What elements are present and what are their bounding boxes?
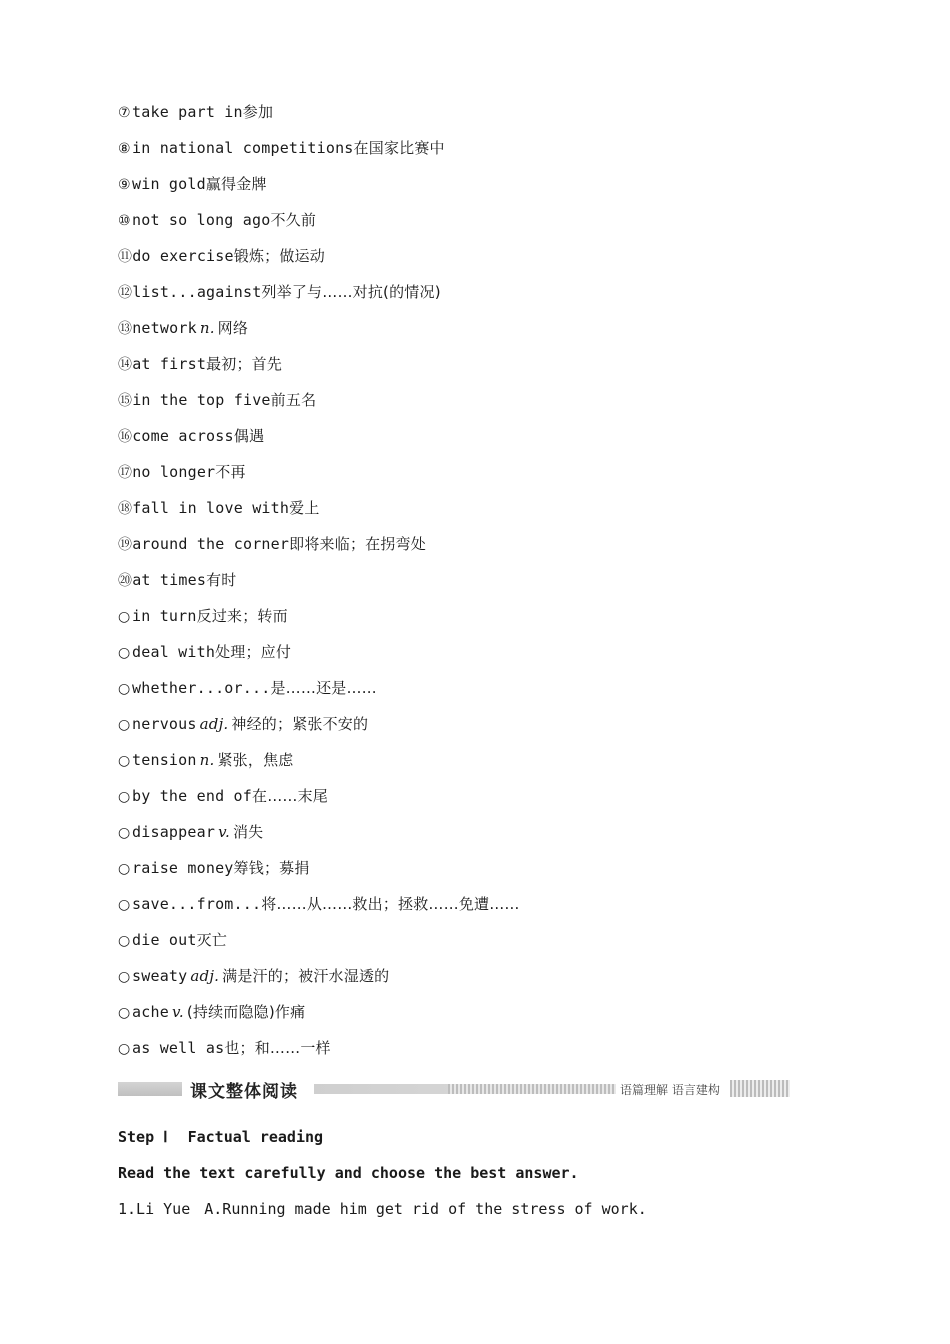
step-heading — [118, 1128, 323, 1146]
vocab-item — [118, 820, 818, 856]
vocab-english: come across — [132, 427, 234, 445]
vocab-item — [118, 424, 818, 460]
vocab-item — [118, 856, 818, 892]
vocab-item — [118, 280, 818, 316]
vocab-chinese: 参加 — [242, 103, 274, 121]
vocab-number: ○ — [118, 681, 131, 697]
vocab-english: tension — [132, 751, 197, 769]
vocab-english: do exercise — [132, 247, 234, 265]
vocab-english: in national competitions — [132, 139, 354, 157]
vocab-item — [118, 388, 818, 424]
vocab-chinese: 神经的；紧张不安的 — [231, 715, 369, 733]
vocab-item — [118, 244, 818, 280]
vocab-english: not so long ago — [132, 211, 271, 229]
vocab-item — [118, 352, 818, 388]
vocab-part-of-speech: adj. — [190, 967, 220, 985]
instruction-text: Read the text carefully and choose the best answer. — [118, 1164, 579, 1182]
vocab-number: ○ — [118, 969, 131, 985]
vocab-item — [118, 676, 818, 712]
vocab-number: ○ — [118, 1041, 131, 1057]
vocab-english: around the corner — [132, 535, 290, 553]
bar-decoration-left — [118, 1082, 182, 1096]
vocab-chinese: 也；和……一样 — [224, 1039, 331, 1057]
vocab-number: ⑧ — [118, 141, 131, 157]
vocab-item — [118, 496, 818, 532]
vocab-number: ○ — [118, 933, 131, 949]
vocab-chinese: 在……末尾 — [252, 787, 329, 805]
vocab-chinese: 消失 — [232, 823, 264, 841]
vocab-number: ⑲ — [118, 537, 133, 553]
vocab-item — [118, 748, 818, 784]
vocab-part-of-speech: adj. — [199, 715, 229, 733]
vocab-chinese: 反过来；转而 — [196, 607, 288, 625]
vocab-item — [118, 136, 818, 172]
vocab-number: ⑰ — [118, 465, 133, 481]
vocab-english: in turn — [132, 607, 197, 625]
step-label: Step Ⅰ — [118, 1128, 168, 1146]
vocab-number: ○ — [118, 789, 131, 805]
question-option: A.Running made him get rid of the stress of work. — [204, 1200, 647, 1218]
vocab-english: at first — [132, 355, 207, 373]
vocab-number: ⑯ — [118, 429, 133, 445]
vocab-number: ○ — [118, 861, 131, 877]
vocab-number: ⑬ — [118, 321, 133, 337]
vocab-chinese: 不久前 — [270, 211, 317, 229]
vocab-number: ○ — [118, 825, 131, 841]
vocab-item — [118, 928, 818, 964]
vocab-chinese: 满是汗的；被汗水湿透的 — [222, 967, 390, 985]
vocab-item — [118, 964, 818, 1000]
vocab-english: save...from... — [132, 895, 262, 913]
vocab-item — [118, 532, 818, 568]
vocab-item — [118, 1036, 818, 1072]
vocab-number: ⑱ — [118, 501, 133, 517]
vocab-number: ⑫ — [118, 285, 133, 301]
vocab-chinese: 在国家比赛中 — [353, 139, 445, 157]
section-tag: 语篇理解 语言建构 — [620, 1083, 720, 1097]
vocab-number: ⑭ — [118, 357, 133, 373]
vocab-number: ○ — [118, 1005, 131, 1021]
vocab-english: nervous — [132, 715, 197, 733]
vocab-chinese: 筹钱；募捐 — [233, 859, 310, 877]
vocab-chinese: 列举了与……对抗(的情况) — [261, 283, 441, 301]
vocabulary-list — [118, 100, 818, 1072]
vocab-item — [118, 568, 818, 604]
vocab-english: take part in — [132, 103, 243, 121]
vocab-english: network — [132, 319, 197, 337]
vocab-english: die out — [132, 931, 197, 949]
vocab-number: ⑳ — [118, 573, 133, 589]
vocab-english: whether...or... — [132, 679, 271, 697]
vocab-part-of-speech: n. — [199, 751, 215, 769]
vocab-chinese: 有时 — [206, 571, 237, 589]
vocab-number: ⑨ — [118, 177, 131, 193]
question-line — [118, 1200, 647, 1218]
vocab-chinese: 将……从……救出；拯救……免遭…… — [261, 895, 520, 913]
vocab-english: ache — [132, 1003, 169, 1021]
vocab-item — [118, 316, 818, 352]
vocab-number: ○ — [118, 753, 131, 769]
vocab-english: raise money — [132, 859, 234, 877]
question-name: 1.Li Yue — [118, 1200, 191, 1218]
vocab-english: as well as — [132, 1039, 225, 1057]
vocab-chinese: 是……还是…… — [270, 679, 377, 697]
vocab-item — [118, 208, 818, 244]
vocab-number: ⑪ — [118, 249, 133, 265]
vocab-chinese: 紧张，焦虑 — [217, 751, 294, 769]
vocab-item — [118, 100, 818, 136]
bar-decoration-stripes — [448, 1084, 616, 1094]
vocab-chinese: 锻炼；做运动 — [233, 247, 325, 265]
step-title: Factual reading — [187, 1128, 324, 1146]
vocab-chinese: 灭亡 — [196, 931, 228, 949]
vocab-chinese: (持续而隐隐)作痛 — [186, 1003, 306, 1021]
vocab-english: win gold — [132, 175, 206, 193]
vocab-english: at times — [132, 571, 207, 589]
vocab-english: in the top five — [132, 391, 271, 409]
bar-decoration-end — [730, 1080, 790, 1097]
vocab-english: no longer — [132, 463, 216, 481]
vocab-part-of-speech: n. — [199, 319, 215, 337]
vocab-chinese: 爱上 — [289, 499, 320, 517]
vocab-number: ⑮ — [118, 393, 133, 409]
vocab-english: deal with — [132, 643, 216, 661]
vocab-item — [118, 892, 818, 928]
vocab-chinese: 处理；应付 — [215, 643, 292, 661]
vocab-number: ○ — [118, 717, 131, 733]
vocab-number: ○ — [118, 609, 131, 625]
vocab-item — [118, 172, 818, 208]
vocab-english: disappear — [132, 823, 216, 841]
vocab-chinese: 赢得金牌 — [205, 175, 267, 193]
vocab-chinese: 最初；首先 — [206, 355, 283, 373]
vocab-number: ○ — [118, 897, 131, 913]
vocab-item — [118, 640, 818, 676]
vocab-chinese: 不再 — [215, 463, 246, 481]
vocab-number: ⑦ — [118, 105, 131, 121]
vocab-english: list...against — [132, 283, 262, 301]
section-header-bar — [118, 1076, 790, 1102]
section-title: 课文整体阅读 — [190, 1082, 298, 1102]
vocab-item — [118, 784, 818, 820]
vocab-number: ○ — [118, 645, 131, 661]
vocab-english: sweaty — [132, 967, 188, 985]
vocab-item — [118, 712, 818, 748]
vocab-part-of-speech: v. — [171, 1003, 184, 1021]
vocab-item — [118, 604, 818, 640]
vocab-chinese: 即将来临；在拐弯处 — [289, 535, 426, 553]
vocab-part-of-speech: v. — [218, 823, 230, 841]
vocab-chinese: 前五名 — [270, 391, 317, 409]
vocab-chinese: 网络 — [217, 319, 249, 337]
vocab-english: fall in love with — [132, 499, 290, 517]
vocab-item — [118, 1000, 818, 1036]
vocab-chinese: 偶遇 — [233, 427, 265, 445]
vocab-number: ⑩ — [118, 213, 131, 229]
vocab-item — [118, 460, 818, 496]
vocab-english: by the end of — [132, 787, 252, 805]
